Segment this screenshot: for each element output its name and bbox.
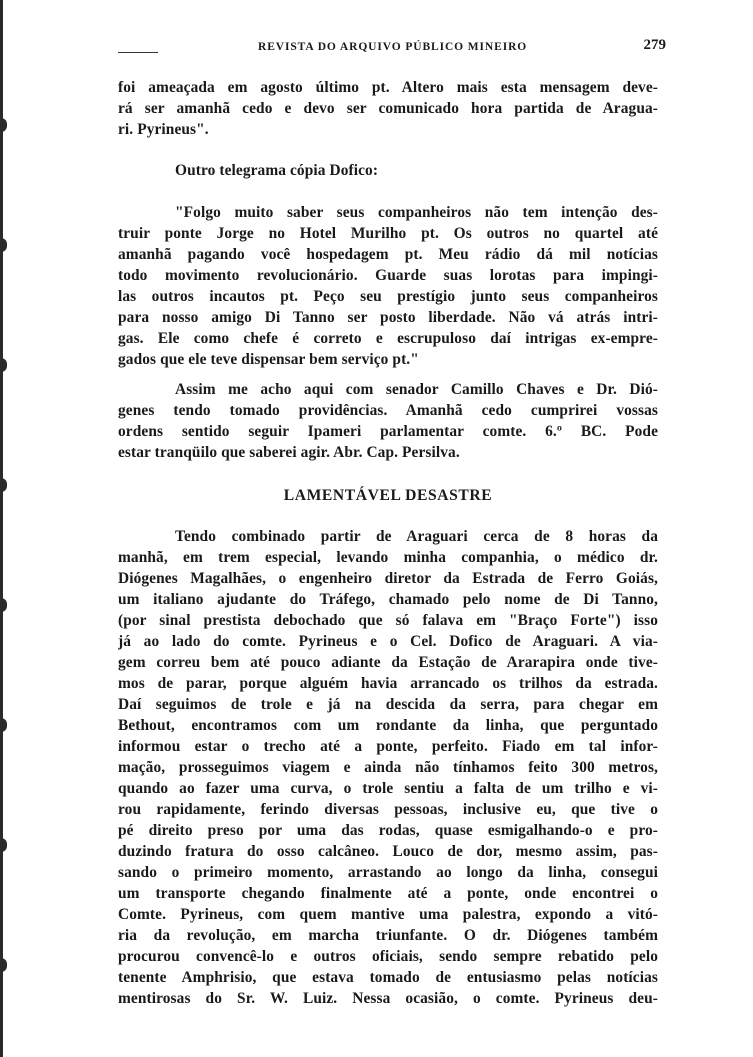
binding-mark xyxy=(0,118,7,132)
binding-mark xyxy=(0,598,7,612)
running-head: REVISTA DO ARQUIVO PÚBLICO MINEIRO xyxy=(258,41,528,53)
text-line: Assim me acho aqui com senador Camillo Chaves e Dr. Dió- xyxy=(175,381,658,398)
header-rule xyxy=(118,52,158,53)
text-line: estar tranqüilo que saberei agir. Abr. Cap. Persilva. xyxy=(118,444,460,461)
page-binding-edge xyxy=(0,0,10,1057)
page-number: 279 xyxy=(643,37,666,53)
text-line: pé direito preso por uma das rodas, quase esmigalhando-o e pro- xyxy=(118,822,658,839)
text-line: "Folgo muito saber seus companheiros não tem intenção des- xyxy=(175,204,658,221)
text-line: (por sinal prestista debochado que só falava em "Braço Forte") isso xyxy=(118,612,658,629)
text-line: ri. Pyrineus". xyxy=(118,121,209,138)
binding-mark xyxy=(0,358,7,372)
binding-mark xyxy=(0,838,7,852)
text-line: Comte. Pyrineus, com quem mantive uma palestra, expondo a vitó- xyxy=(118,906,658,923)
text-line: Daí seguimos de trole e já na descida da serra, para chegar em xyxy=(118,696,658,713)
text-line: para nosso amigo Di Tanno ser posto liberdade. Não vá atrás intri- xyxy=(118,309,658,326)
page-header xyxy=(118,38,666,58)
text-line: um transporte chegando finalmente até a ponte, onde encontrei o xyxy=(118,885,658,902)
text-line: mentirosas do Sr. W. Luiz. Nessa ocasião, o comte. Pyrineus deu- xyxy=(118,990,658,1007)
text-line: todo movimento revolucionário. Guarde suas lorotas para impingi- xyxy=(118,267,658,284)
text-line: Tendo combinado partir de Araguari cerca de 8 horas da xyxy=(175,528,658,545)
text-line: genes tendo tomado providências. Amanhã cedo cumprirei vossas xyxy=(118,402,658,419)
text-line: sando o primeiro momento, arrastando ao longo da linha, consegui xyxy=(118,864,658,881)
text-line: ria da revolução, em marcha triunfante. O dr. Diógenes também xyxy=(118,927,658,944)
text-line: procurou convencê-lo e outros oficiais, sendo sempre rebatido pelo xyxy=(118,948,658,965)
binding-mark xyxy=(0,958,7,972)
text-line: informou estar o trecho até a ponte, perfeito. Fiado em tal infor- xyxy=(118,738,658,755)
text-line: foi ameaçada em agosto último pt. Altero mais esta mensagem deve- xyxy=(118,79,658,96)
binding-mark xyxy=(0,238,7,252)
text-line: amanhã pagando você hospedagem pt. Meu rádio dá mil notícias xyxy=(118,246,658,263)
text-line: rá ser amanhã cedo e devo ser comunicado hora partida de Aragua- xyxy=(118,100,658,117)
text-line: truir ponte Jorge no Hotel Murilho pt. Os outros no quartel até xyxy=(118,225,658,242)
text-line: mos de parar, porque alguém havia arrancado os trilhos da estrada. xyxy=(118,675,658,692)
text-line: mação, prosseguimos viagem e ainda não tínhamos feito 300 metros, xyxy=(118,759,658,776)
text-line: rou rapidamente, ferindo diversas pessoas, inclusive eu, que tive o xyxy=(118,801,658,818)
telegram-intro: Outro telegrama cópia Dofico: xyxy=(175,162,379,179)
text-line: las outros incautos pt. Peço seu prestígio junto seus companheiros xyxy=(118,288,658,305)
binding-mark xyxy=(0,718,7,732)
binding-mark xyxy=(0,478,7,492)
text-line: Diógenes Magalhães, o engenheiro diretor da Estrada de Ferro Goiás, xyxy=(118,570,658,587)
section-heading: LAMENTÁVEL DESASTRE xyxy=(283,487,493,504)
text-line: já ao lado do comte. Pyrineus e o Cel. Dofico de Araguari. A via- xyxy=(118,633,658,650)
text-line: duzindo fratura do osso calcâneo. Louco de dor, mesmo assim, pas- xyxy=(118,843,658,860)
text-line: manhã, em trem especial, levando minha companhia, o médico dr. xyxy=(118,549,658,566)
text-line: gem correu bem até pouco adiante da Estação de Ararapira onde tive- xyxy=(118,654,658,671)
text-line: gados que ele teve dispensar bem serviço pt." xyxy=(118,351,419,368)
text-line: gas. Ele como chefe é correto e escrupuloso daí intrigas ex-empre- xyxy=(118,330,658,347)
text-line: um italiano ajudante do Tráfego, chamado pelo nome de Di Tanno, xyxy=(118,591,658,608)
text-line: quando ao fazer uma curva, o trole sentiu a falta de um trilho e vi- xyxy=(118,780,658,797)
text-line: Bethout, encontramos com um rondante da linha, que perguntado xyxy=(118,717,658,734)
text-line: tenente Amphrisio, que estava tomado de entusiasmo pelas notícias xyxy=(118,969,658,986)
text-line: ordens sentido seguir Ipameri parlamentar comte. 6.º BC. Pode xyxy=(118,423,658,440)
